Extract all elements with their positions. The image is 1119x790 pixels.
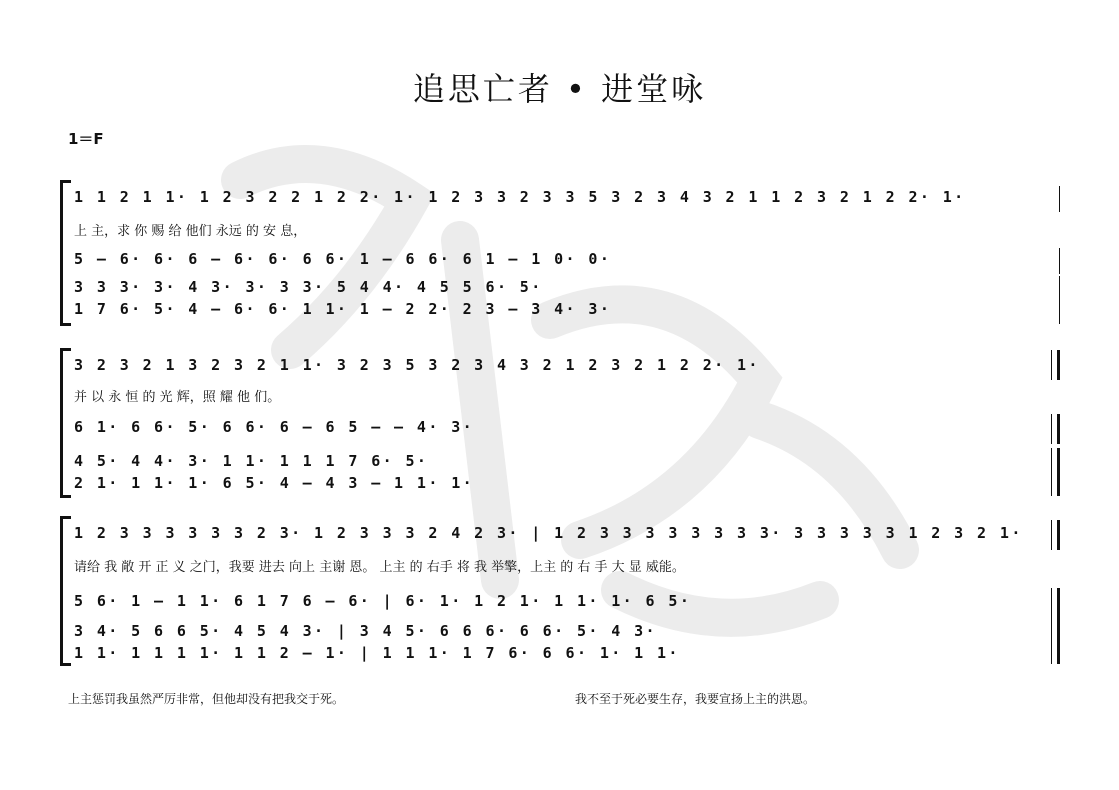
part-2-notes: 5 — 6· 6· 6 — 6· 6· 6 6· 1 — 6 6· 6 1 — 1 0· 0· <box>74 250 612 268</box>
part-2-line <box>74 418 1060 440</box>
melody-notes: 3 2 3 2 1 3 2 3 2 1 1· 3 2 3 5 3 2 3 4 3 2 1 2 3 2 1 2 2· 1· <box>74 356 760 374</box>
lyrics-text: 并 以 永 恒 的 光 辉，照 耀 他 们。 <box>74 390 281 405</box>
barline <box>1059 276 1060 324</box>
key-signature: 1＝F <box>68 130 104 148</box>
melody-notes: 1 2 3 3 3 3 3 3 2 3· 1 2 3 3 3 2 4 2 3· | 1 2 3 3 3 3 3 3 3 3· 3 3 3 3 3 1 2 3 2 1· <box>74 524 1023 542</box>
part-4-notes: 1 7 6· 5· 4 — 6· 6· 1 1· 1 — 2 2· 2 3 — 3 4· 3· <box>74 300 612 318</box>
lyrics-line <box>74 220 1060 242</box>
part-4-line <box>74 300 1060 322</box>
music-system-3 <box>60 516 1060 666</box>
double-barline <box>1051 350 1060 380</box>
system-bracket <box>60 348 71 498</box>
part-4-line <box>74 644 1060 666</box>
melody-line <box>74 524 1060 546</box>
music-system-2 <box>60 348 1060 498</box>
melody-line <box>74 356 1060 378</box>
part-3-line <box>74 452 1060 474</box>
double-barline <box>1051 414 1060 444</box>
melody-line <box>74 188 1060 210</box>
system-bracket <box>60 180 71 326</box>
page-title: 追思亡者 • 进堂咏 <box>412 70 707 108</box>
lyrics-line <box>74 556 1060 578</box>
part-4-notes: 2 1· 1 1· 1· 6 5· 4 — 4 3 — 1 1· 1· <box>74 474 475 492</box>
part-3-notes: 3 3 3· 3· 4 3· 3· 3 3· 5 4 4· 4 5 5 6· 5· <box>74 278 543 296</box>
footnote-right: 我不至于死必要生存，我要宣扬上主的洪恩。 <box>575 692 816 706</box>
double-barline <box>1051 588 1060 618</box>
part-3-notes: 3 4· 5 6 6 5· 4 5 4 3· | 3 4 5· 6 6 6· 6 6· 5· 4 3· <box>74 622 657 640</box>
part-2-notes: 5 6· 1 — 1 1· 6 1 7 6 — 6· | 6· 1· 1 2 1· 1 1· 1· 6 5· <box>74 592 692 610</box>
part-4-notes: 1 1· 1 1 1 1· 1 1 2 — 1· | 1 1 1· 1 7 6· 6 6· 1· 1 1· <box>74 644 680 662</box>
lyrics-text: 请给 我 敞 开 正 义 之门，我要 进去 向上 主谢 恩。 上主 的 右手 将 我 举擎，上主 的 右 手 大 显 威能。 <box>74 560 685 575</box>
lyrics-text: 上 主，求 你 赐 给 他们 永远 的 安 息， <box>74 224 307 239</box>
double-barline <box>1051 448 1060 496</box>
part-3-notes: 4 5· 4 4· 3· 1 1· 1 1 1 7 6· 5· <box>74 452 429 470</box>
barline <box>1059 186 1060 212</box>
part-3-line <box>74 622 1060 644</box>
lyrics-line <box>74 386 1060 408</box>
part-2-line <box>74 592 1060 614</box>
double-barline <box>1051 618 1060 664</box>
part-2-line <box>74 250 1060 272</box>
system-bracket <box>60 516 71 666</box>
footnote-left: 上主惩罚我虽然严厉非常，但他却没有把我交于死。 <box>68 692 345 706</box>
music-system-1 <box>60 180 1060 326</box>
double-barline <box>1051 520 1060 550</box>
melody-notes: 1 1 2 1 1· 1 2 3 2 2 1 2 2· 1· 1 2 3 3 2 3 3 5 3 2 3 4 3 2 1 1 2 3 2 1 2 2· 1· <box>74 188 966 206</box>
part-4-line <box>74 474 1060 496</box>
part-3-line <box>74 278 1060 300</box>
part-2-notes: 6 1· 6 6· 5· 6 6· 6 — 6 5 — — 4· 3· <box>74 418 475 436</box>
barline <box>1059 248 1060 274</box>
